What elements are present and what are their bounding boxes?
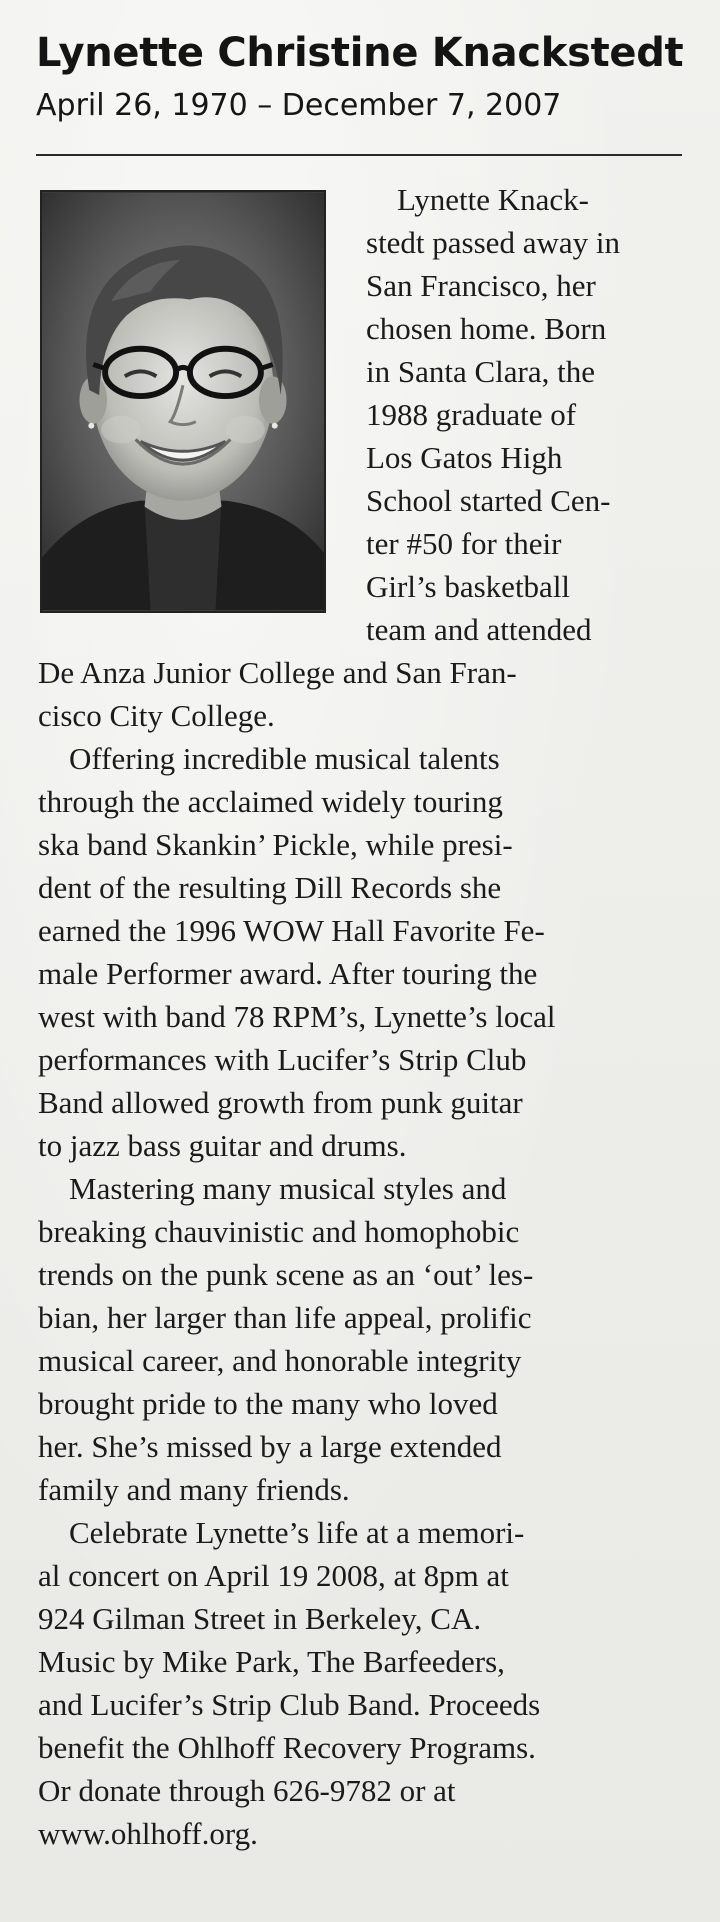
text-line: San Francisco, her xyxy=(366,268,596,303)
text-line: De Anza Junior College and San Fran- xyxy=(38,655,517,690)
text-line: to jazz bass guitar and drums. xyxy=(38,1128,407,1163)
obituary-header xyxy=(36,28,686,128)
text-line: trends on the punk scene as an ‘out’ les- xyxy=(38,1257,534,1292)
text-line: Mastering many musical styles and xyxy=(38,1171,507,1206)
text-line: Lynette Knack- xyxy=(366,182,589,217)
text-line: breaking chauvinistic and homophobic xyxy=(38,1214,520,1249)
text-line: Music by Mike Park, The Barfeeders, xyxy=(38,1644,505,1679)
text-line: dent of the resulting Dill Records she xyxy=(38,870,502,905)
text-line: cisco City College. xyxy=(38,698,275,733)
text-line: School started Cen- xyxy=(366,483,611,518)
header-divider xyxy=(36,154,682,156)
text-line: ter #50 for their xyxy=(366,526,562,561)
obituary-body xyxy=(38,651,556,1855)
text-line: her. She’s missed by a large extended xyxy=(38,1429,502,1464)
text-line: male Performer award. After touring the xyxy=(38,956,538,991)
text-line: chosen home. Born xyxy=(366,311,607,346)
text-line: brought pride to the many who loved xyxy=(38,1386,498,1421)
obituary-dates: April 26, 1970 – December 7, 2007 xyxy=(36,88,562,123)
obituary-name: Lynette Christine Knackstedt xyxy=(36,30,684,76)
text-line: bian, her larger than life appeal, prolific xyxy=(38,1300,532,1335)
text-line: through the acclaimed widely touring xyxy=(38,784,503,819)
text-line: family and many friends. xyxy=(38,1472,350,1507)
text-line: Or donate through 626-9782 or at xyxy=(38,1773,456,1808)
text-line: earned the 1996 WOW Hall Favorite Fe- xyxy=(38,913,545,948)
text-line: 1988 graduate of xyxy=(366,397,577,432)
text-line: west with band 78 RPM’s, Lynette’s local xyxy=(38,999,556,1034)
text-line: Band allowed growth from punk guitar xyxy=(38,1085,523,1120)
portrait-photo xyxy=(40,190,326,613)
text-line: performances with Lucifer’s Strip Club xyxy=(38,1042,527,1077)
text-line: in Santa Clara, the xyxy=(366,354,595,389)
text-line: Girl’s basketball xyxy=(366,569,571,604)
text-line: 924 Gilman Street in Berkeley, CA. xyxy=(38,1601,482,1636)
text-line: and Lucifer’s Strip Club Band. Proceeds xyxy=(38,1687,541,1722)
text-line: team and attended xyxy=(366,612,592,647)
text-line: musical career, and honorable integrity xyxy=(38,1343,522,1378)
obituary-wrap-column xyxy=(366,178,620,651)
text-line: stedt passed away in xyxy=(366,225,620,260)
text-line: benefit the Ohlhoff Recovery Programs. xyxy=(38,1730,536,1765)
website-link-text: www.ohlhoff.org. xyxy=(38,1816,258,1851)
text-line: Celebrate Lynette’s life at a memori- xyxy=(38,1515,525,1550)
text-line: al concert on April 19 2008, at 8pm at xyxy=(38,1558,509,1593)
text-line: Offering incredible musical talents xyxy=(38,741,500,776)
text-line: ska band Skankin’ Pickle, while presi- xyxy=(38,827,513,862)
portrait-image xyxy=(42,192,324,611)
text-line: Los Gatos High xyxy=(366,440,563,475)
